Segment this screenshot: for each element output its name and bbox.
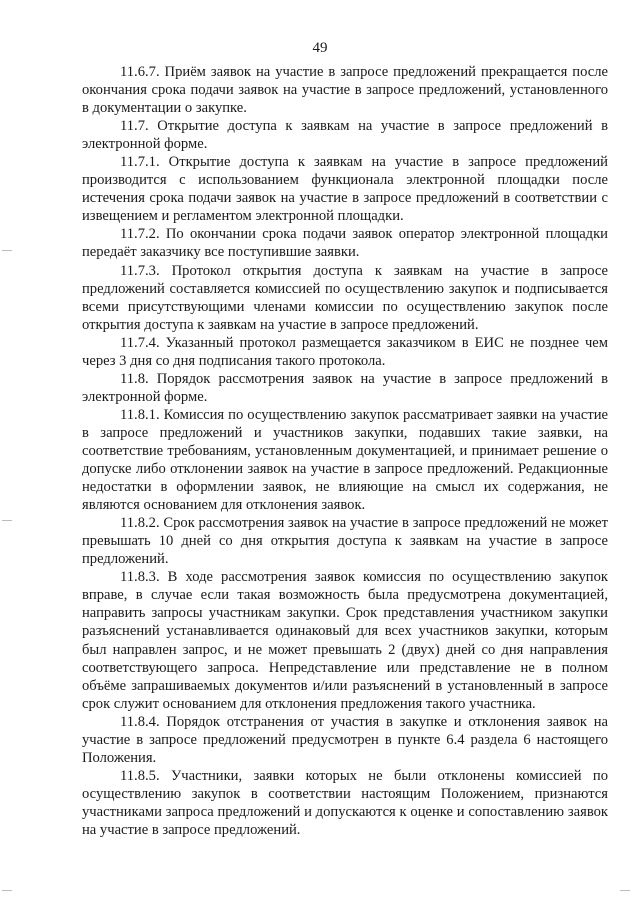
paragraph-11-8: 11.8. Порядок рассмотрения заявок на участие в запросе предложений в электронной форме. — [82, 370, 608, 405]
paragraph-11-6-7: 11.6.7. Приём заявок на участие в запросе предложений прекращается после окончания срока подачи заявок на участие в запросе предложений, установленного в документации о закупке. — [82, 64, 608, 117]
paragraph-11-8-2: 11.8.2. Срок рассмотрения заявок на участие в запросе предложений не может превышать 10 дней со дня открытия доступа к заявкам на участие в запросе предложений. — [82, 515, 608, 568]
paragraph-11-7-1: 11.7.1. Открытие доступа к заявкам на участие в запросе предложений производится с использованием функционала электронной площадки после истечения срока подачи заявок на участие в запросе предложений в соответствии с извещением и регламентом электронной площадки. — [82, 154, 608, 225]
paragraph-11-7: 11.7. Открытие доступа к заявкам на участие в запросе предложений в электронной форме. — [82, 118, 608, 153]
page-body — [82, 63, 608, 839]
paragraph-11-8-4: 11.8.4. Порядок отстранения от участия в закупке и отклонения заявок на участие в запросе предложений предусмотрен в пункте 6.4 раздела 6 настоящего Положения. — [82, 713, 608, 766]
paragraph-11-8-1: 11.8.1. Комиссия по осуществлению закупок рассматривает заявки на участие в запросе предложений и участников закупки, подавших такие заявки, на соответствие требованиям, установленным документацией, и принимает решение о допуске либо отклонении заявок на участие в запросе предложений. Редакционные недостатки в оформлении заявок, не влияющие на смысл их содержания, не являются основанием для отклонения заявок. — [82, 406, 608, 514]
scan-edge-mark — [2, 890, 12, 891]
scan-edge-mark — [620, 890, 630, 891]
paragraph-11-8-5: 11.8.5. Участники, заявки которых не были отклонены комиссией по осуществлению закупок в соответствии настоящим Положением, признаются участниками запроса предложений и допускаются к оценке и сопоставлению заявок на участие в запросе предложений. — [82, 767, 608, 838]
paragraph-11-8-3: 11.8.3. В ходе рассмотрения заявок комиссия по осуществлению закупок вправе, в случае если такая возможность была предусмотрена документацией, направить запросы участникам закупки. Срок представления участником закупки разъяснений устанавливается одинаковый для всех участников закупки, которым был направлен запрос, и не может превышать 2 (двух) дней со дня направления соответствующего запроса. Непредставление или представление не в полном объёме запрашиваемых документов и/или разъяснений в установленный в запросе срок служит основанием для отклонения предложения такого участника. — [82, 569, 608, 712]
scan-edge-mark — [2, 250, 12, 251]
page-number: 49 — [312, 40, 328, 56]
paragraph-11-7-2: 11.7.2. По окончании срока подачи заявок оператор электронной площадки передаёт заказчику все поступившие заявки. — [82, 226, 608, 261]
paragraph-11-7-3: 11.7.3. Протокол открытия доступа к заявкам на участие в запросе предложений составляется комиссией по осуществлению закупок и подписывается всеми присутствующими членами комиссии по осуществлению закупок после открытия доступа к заявкам на участие в запросе предложений. — [82, 262, 608, 333]
paragraph-11-7-4: 11.7.4. Указанный протокол размещается заказчиком в ЕИС не позднее чем через 3 дня со дня подписания такого протокола. — [82, 334, 608, 369]
scan-edge-mark — [2, 520, 12, 521]
